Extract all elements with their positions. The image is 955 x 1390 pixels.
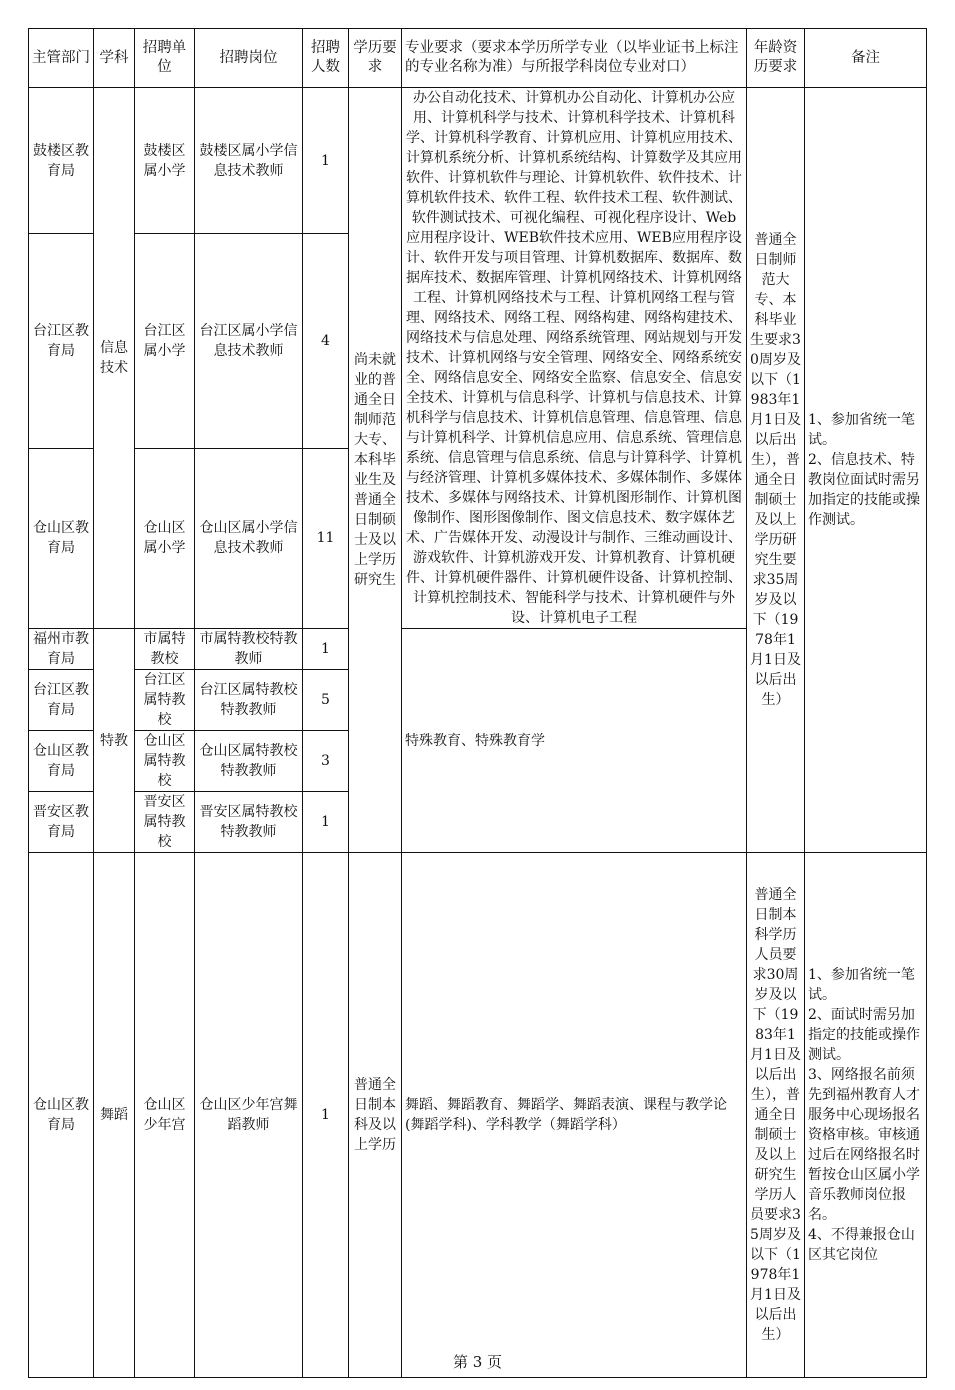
position-cell: 仓山区属小学信息技术教师 — [195, 448, 303, 628]
count-cell: 1 — [303, 853, 349, 1378]
major-special-cell: 特殊教育、特殊教育学 — [402, 629, 747, 853]
unit-cell: 仓山区少年宫 — [135, 853, 195, 1378]
count-cell: 1 — [303, 792, 349, 853]
count-cell: 11 — [303, 448, 349, 628]
age-cell: 普通全日制师范大专、本科毕业生要求30周岁及以下（1983年1月1日及以后出生），普通全日制硕士及以上学历研究生要求35周岁及以下（1978年1月1日及以后出生） — [747, 88, 805, 853]
unit-cell: 晋安区属特教校 — [135, 792, 195, 853]
unit-cell: 市属特教校 — [135, 629, 195, 670]
dept-cell: 仓山区教育局 — [29, 853, 94, 1378]
education-cell: 普通全日制本科及以上学历 — [349, 853, 402, 1378]
subject-it-cell: 信息技术 — [94, 88, 135, 629]
header-age: 年龄资历要求 — [747, 29, 805, 88]
header-count: 招聘人数 — [303, 29, 349, 88]
position-cell: 仓山区属特教校特教教师 — [195, 731, 303, 792]
table-row — [29, 88, 927, 234]
subject-dance-cell: 舞蹈 — [94, 853, 135, 1378]
dept-cell: 福州市教育局 — [29, 629, 94, 670]
position-cell: 仓山区少年宫舞蹈教师 — [195, 853, 303, 1378]
subject-special-cell: 特教 — [94, 629, 135, 853]
count-cell: 5 — [303, 670, 349, 731]
remark-cell: 1、参加省统一笔试。 2、信息技术、特教岗位面试时需另加指定的技能或操作测试。 — [805, 88, 927, 853]
header-row — [29, 29, 927, 88]
major-it-cell: 办公自动化技术、计算机办公自动化、计算机办公应用、计算机科学与技术、计算机科学技术、计算机科学、计算机科学教育、计算机应用、计算机应用技术、计算机系统分析、计算机系统结构、计算数学及其应用软件、计算机软件与理论、计算机软件、软件技术、计算机软件技术、软件工程、软件技术工程、软件测试、软件测试技术、可视化编程、可视化程序设计、Web应用程序设计、WEB软件技术应用、WEB应用程序设计、软件开发与项目管理、计算机数据库、数据库、数据库技术、数据库管理、计算机网络技术、计算机网络工程、计算机网络技术与工程、计算机网络工程与管理、网络技术、网络工程、网络构建、网络构建技术、网络技术与信息处理、网络系统管理、网站规划与开发技术、计算机网络与安全管理、网络安全、网络系统安全、网络信息安全、网络安全监察、信息安全、信息安全技术、计算机与信息科学、计算机与信息技术、计算机科学与信息技术、计算机信息管理、信息管理、信息与计算机科学、计算机信息应用、信息系统、管理信息系统、信息管理与信息系统、信息与计算科学、计算机与经济管理、计算机多媒体技术、多媒体制作、多媒体技术、多媒体与网络技术、计算机图形制作、计算机图像制作、图形图像制作、图文信息技术、数字媒体艺术、广告媒体开发、动漫设计与制作、三维动画设计、游戏软件、计算机游戏开发、计算机教育、计算机硬件、计算机硬件器件、计算机硬件设备、计算机控制、计算机控制技术、智能科学与技术、计算机硬件与外设、计算机电子工程 — [402, 88, 747, 629]
header-remark: 备注 — [805, 29, 927, 88]
remark-cell: 1、参加省统一笔试。 2、面试时需另加指定的技能或操作测试。 3、网络报名前须先到福州教育人才服务中心现场报名资格审核。审核通过后在网络报名时暂按仓山区属小学音乐教师岗位报名。 4、不得兼报仓山区其它岗位 — [805, 853, 927, 1378]
dept-cell: 台江区教育局 — [29, 670, 94, 731]
dept-cell: 仓山区教育局 — [29, 731, 94, 792]
major-dance-cell: 舞蹈、舞蹈教育、舞蹈学、舞蹈表演、课程与教学论(舞蹈学科)、学科教学（舞蹈学科） — [402, 853, 747, 1378]
unit-cell: 仓山区属小学 — [135, 448, 195, 628]
header-major: 专业要求（要求本学历所学专业（以毕业证书上标注的专业名称为准）与所报学科岗位专业对口） — [402, 29, 747, 88]
unit-cell: 仓山区属特教校 — [135, 731, 195, 792]
unit-cell: 台江区属小学 — [135, 234, 195, 448]
count-cell: 3 — [303, 731, 349, 792]
age-cell: 普通全日制本科学历人员要求30周岁及以下（1983年1月1日及以后出生），普通全日制硕士及以上研究生学历人员要求35周岁及以下（1978年1月1日及以后出生） — [747, 853, 805, 1378]
unit-cell: 鼓楼区属小学 — [135, 88, 195, 234]
count-cell: 4 — [303, 234, 349, 448]
count-cell: 1 — [303, 88, 349, 234]
header-education: 学历要求 — [349, 29, 402, 88]
education-cell: 尚未就业的普通全日制师范大专、本科毕业生及普通全日制硕士及以上学历研究生 — [349, 88, 402, 853]
page-number: 第 3 页 — [452, 1353, 503, 1371]
header-position: 招聘岗位 — [195, 29, 303, 88]
position-cell: 市属特教校特教教师 — [195, 629, 303, 670]
header-subject: 学科 — [94, 29, 135, 88]
recruitment-table — [28, 28, 927, 1378]
dept-cell: 晋安区教育局 — [29, 792, 94, 853]
dept-cell: 仓山区教育局 — [29, 448, 94, 628]
count-cell: 1 — [303, 629, 349, 670]
header-dept: 主管部门 — [29, 29, 94, 88]
position-cell: 台江区属小学信息技术教师 — [195, 234, 303, 448]
table-row — [29, 853, 927, 1378]
dept-cell: 台江区教育局 — [29, 234, 94, 448]
dept-cell: 鼓楼区教育局 — [29, 88, 94, 234]
position-cell: 晋安区属特教校特教教师 — [195, 792, 303, 853]
header-unit: 招聘单位 — [135, 29, 195, 88]
position-cell: 鼓楼区属小学信息技术教师 — [195, 88, 303, 234]
unit-cell: 台江区属特教校 — [135, 670, 195, 731]
position-cell: 台江区属特教校特教教师 — [195, 670, 303, 731]
